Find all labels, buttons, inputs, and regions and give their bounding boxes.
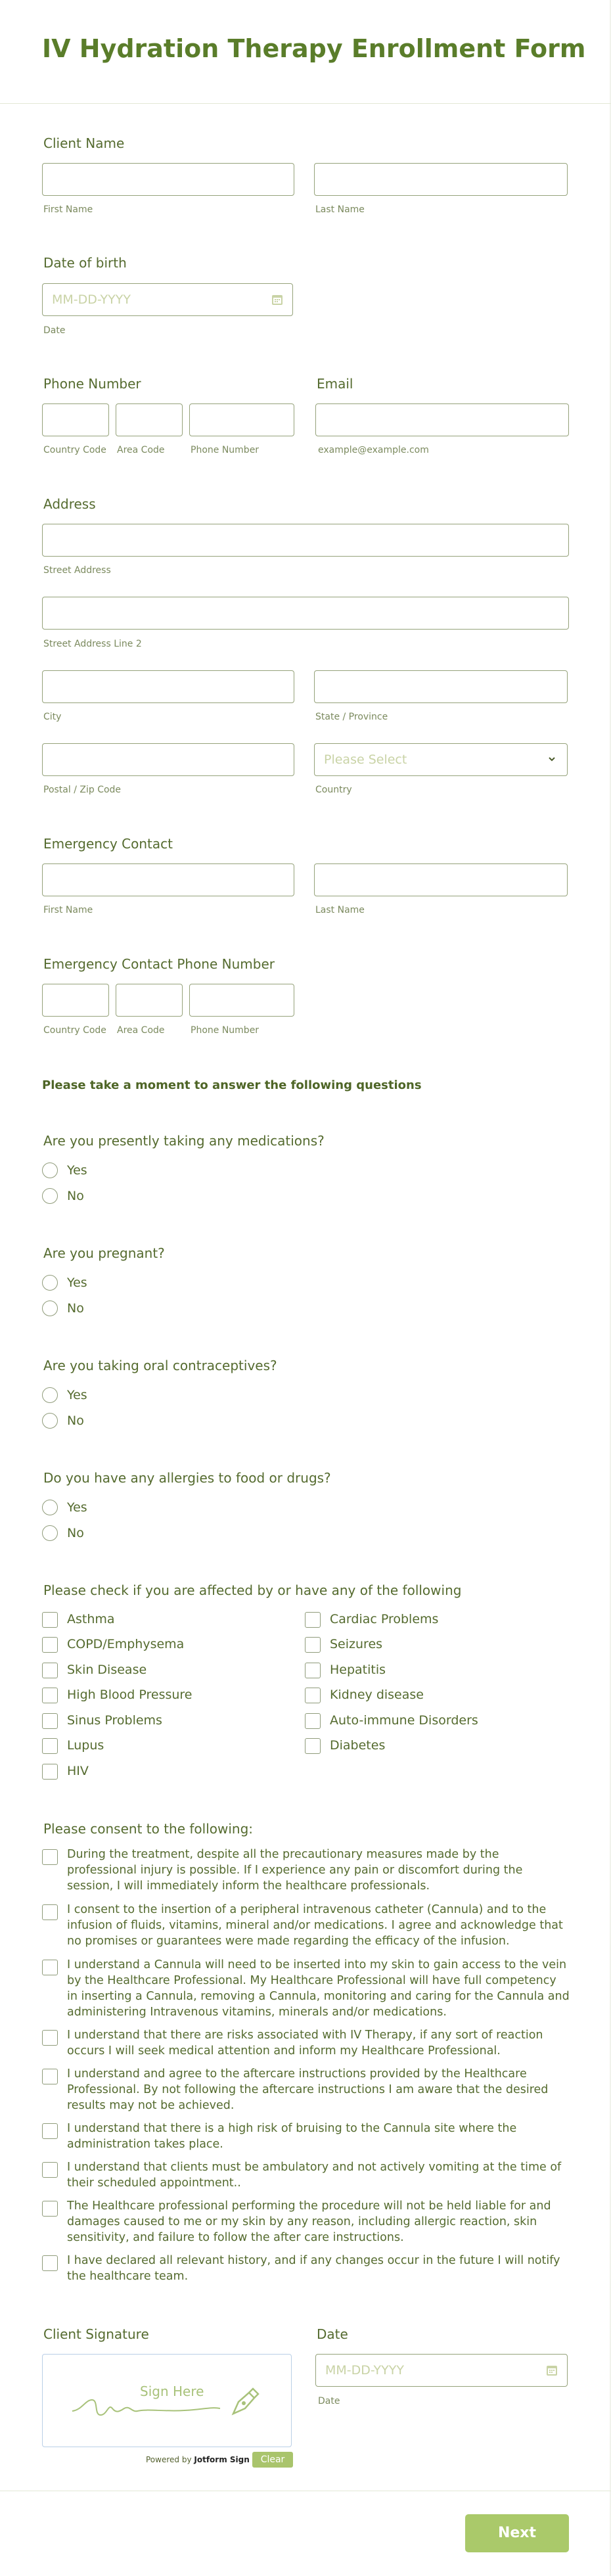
medications-no-label: No	[67, 1189, 84, 1203]
state-input[interactable]	[314, 670, 568, 703]
emergency-phone-label: Emergency Contact Phone Number	[43, 956, 275, 972]
dob-sublabel: Date	[43, 325, 66, 336]
postal-sublabel: Postal / Zip Code	[43, 785, 122, 795]
condition-checkbox[interactable]	[42, 1637, 58, 1653]
condition-checkbox[interactable]	[42, 1688, 58, 1703]
pregnant-no-label: No	[67, 1301, 84, 1316]
medications-yes-radio[interactable]	[42, 1162, 58, 1178]
powered-by: Powered by Jotform Sign	[146, 2455, 250, 2464]
condition-label: High Blood Pressure	[67, 1688, 192, 1702]
question-medications: Are you presently taking any medications?	[43, 1133, 325, 1149]
consent-checkbox[interactable]	[42, 2069, 58, 2084]
condition-label: Diabetes	[330, 1738, 386, 1753]
consent-checkbox[interactable]	[42, 2030, 58, 2046]
phone-label: Phone Number	[43, 376, 141, 392]
condition-checkbox[interactable]	[305, 1663, 321, 1678]
email-input[interactable]	[315, 403, 569, 436]
consent-text: I understand that there is a high risk of bruising to the Cannula site where the administration takes place.	[67, 2122, 517, 2151]
consent-text: I understand and agree to the aftercare instructions provided by the Healthcare Professional. By not following the aftercare instructions I am aware that the desired results may not be achieved.	[67, 2067, 549, 2112]
condition-label: Auto-immune Disorders	[330, 1713, 478, 1728]
email-sublabel: example@example.com	[318, 445, 429, 455]
condition-checkbox[interactable]	[305, 1637, 321, 1653]
country-select[interactable]	[314, 743, 568, 776]
state-sublabel: State / Province	[315, 712, 388, 722]
contraceptives-yes-label: Yes	[67, 1388, 87, 1402]
signature-pad[interactable]	[42, 2354, 292, 2447]
condition-checkbox[interactable]	[305, 1738, 321, 1754]
emergency-country-sublabel: Country Code	[43, 1025, 106, 1036]
condition-checkbox[interactable]	[305, 1688, 321, 1703]
condition-checkbox[interactable]	[42, 1764, 58, 1780]
emergency-last-name-input[interactable]	[314, 863, 568, 896]
first-name-sublabel: First Name	[43, 204, 93, 215]
contraceptives-no-radio[interactable]	[42, 1413, 58, 1429]
condition-label: Skin Disease	[67, 1663, 147, 1677]
clear-signature-button[interactable]: Clear	[252, 2452, 293, 2468]
condition-checkbox[interactable]	[42, 1713, 58, 1729]
phone-number-sublabel: Phone Number	[191, 445, 260, 455]
emergency-area-code-input[interactable]	[116, 984, 183, 1017]
allergies-yes-label: Yes	[67, 1500, 87, 1515]
form-title: IV Hydration Therapy Enrollment Form	[42, 34, 586, 63]
consent-checkbox[interactable]	[42, 2255, 58, 2271]
client-name-label: Client Name	[43, 135, 125, 151]
emergency-first-sublabel: First Name	[43, 905, 93, 915]
signature-placeholder: Sign Here	[140, 2383, 204, 2399]
chevron-down-icon	[547, 754, 556, 764]
condition-checkbox[interactable]	[42, 1738, 58, 1754]
emergency-phone-number-input[interactable]	[189, 984, 294, 1017]
sign-date-placeholder: MM-DD-YYYY	[325, 2363, 404, 2378]
dob-label: Date of birth	[43, 255, 127, 271]
consent-checkbox[interactable]	[42, 2162, 58, 2178]
form-header	[0, 0, 611, 104]
postal-code-input[interactable]	[42, 743, 294, 776]
street-address-input[interactable]	[42, 524, 569, 557]
consent-text: During the treatment, despite all the precautionary measures made by the professional injury is possible. If I experience any pain or discomfort during the session, I will immediately inform the healthcare professionals.	[67, 1848, 523, 1893]
consent-text: I have declared all relevant history, and if any changes occur in the future I will notify the healthcare team.	[67, 2254, 560, 2283]
emergency-last-sublabel: Last Name	[315, 905, 365, 915]
condition-label: Hepatitis	[330, 1663, 386, 1677]
consent-checkbox[interactable]	[42, 1904, 58, 1920]
consent-text: I consent to the insertion of a peripheral intravenous catheter (Cannula) and to the infusion of fluids, vitamins, mineral and/or medications. I agree and acknowledge that no promises or guarantees were made regarding the efficacy of the infusion.	[67, 1903, 563, 1948]
contraceptives-no-label: No	[67, 1414, 84, 1428]
condition-checkbox[interactable]	[42, 1612, 58, 1628]
condition-label: Asthma	[67, 1612, 115, 1626]
question-pregnant: Are you pregnant?	[43, 1245, 165, 1261]
country-placeholder: Please Select	[324, 752, 407, 767]
sign-date-sublabel: Date	[318, 2396, 340, 2406]
first-name-input[interactable]	[42, 163, 294, 196]
conditions-label: Please check if you are affected by or have any of the following	[43, 1582, 462, 1598]
last-name-input[interactable]	[314, 163, 568, 196]
condition-label: COPD/Emphysema	[67, 1637, 185, 1651]
emergency-number-sublabel: Phone Number	[191, 1025, 260, 1036]
allergies-yes-radio[interactable]	[42, 1500, 58, 1515]
pregnant-yes-radio[interactable]	[42, 1275, 58, 1291]
street-address-2-sublabel: Street Address Line 2	[43, 639, 142, 649]
phone-number-input[interactable]	[189, 403, 294, 436]
allergies-no-label: No	[67, 1526, 84, 1540]
consent-checkbox[interactable]	[42, 2201, 58, 2217]
dob-placeholder: MM-DD-YYYY	[52, 292, 131, 307]
medications-no-radio[interactable]	[42, 1188, 58, 1204]
contraceptives-yes-radio[interactable]	[42, 1387, 58, 1403]
condition-checkbox[interactable]	[305, 1713, 321, 1729]
signature-label: Client Signature	[43, 2326, 149, 2342]
consent-checkbox[interactable]	[42, 1849, 58, 1865]
next-button[interactable]: Next	[465, 2514, 569, 2552]
condition-label: Seizures	[330, 1637, 383, 1651]
medications-yes-label: Yes	[67, 1163, 87, 1178]
consent-checkbox[interactable]	[42, 2123, 58, 2139]
city-sublabel: City	[43, 712, 62, 722]
street-address-2-input[interactable]	[42, 597, 569, 630]
calendar-icon[interactable]	[546, 2364, 558, 2376]
consent-text: I understand that there are risks associated with IV Therapy, if any sort of reaction occurs I will seek medical attention and inform my Healthcare Professional.	[67, 2029, 543, 2058]
condition-checkbox[interactable]	[42, 1663, 58, 1678]
condition-label: Sinus Problems	[67, 1713, 162, 1728]
street-address-sublabel: Street Address	[43, 565, 111, 576]
consent-text: I understand a Cannula will need to be inserted into my skin to gain access to the vein by the Healthcare Professional. My Healthcare Professional will have full competency in inserting a Cannula, removing a Cannula, monitoring and caring for the Cannula and administering Intravenous vitamins, minerals and/or medications.	[67, 1958, 570, 2019]
email-label: Email	[317, 376, 353, 392]
questions-heading: Please take a moment to answer the following questions	[42, 1078, 422, 1092]
signature-scribble-icon	[69, 2383, 266, 2423]
emergency-area-sublabel: Area Code	[117, 1025, 165, 1036]
phone-area-code-input[interactable]	[116, 403, 183, 436]
consent-checkbox[interactable]	[42, 1960, 58, 1975]
emergency-country-code-input[interactable]	[42, 984, 109, 1017]
condition-label: Kidney disease	[330, 1688, 424, 1702]
last-name-sublabel: Last Name	[315, 204, 365, 215]
sign-date-input[interactable]	[315, 2354, 568, 2387]
city-input[interactable]	[42, 670, 294, 703]
dob-input[interactable]	[42, 283, 293, 316]
condition-label: Lupus	[67, 1738, 104, 1753]
sign-date-label: Date	[317, 2326, 348, 2342]
consent-label: Please consent to the following:	[43, 1821, 254, 1837]
phone-area-sublabel: Area Code	[117, 445, 165, 455]
phone-country-code-input[interactable]	[42, 403, 109, 436]
consent-text: The Healthcare professional performing the procedure will not be held liable for and damages caused to me or my skin by any reason, including allergic reaction, skin sensitivity, and failure to follow the after care instructions.	[67, 2199, 551, 2244]
question-allergies: Do you have any allergies to food or drugs?	[43, 1470, 331, 1486]
country-sublabel: Country	[315, 785, 352, 795]
emergency-contact-label: Emergency Contact	[43, 836, 173, 852]
calendar-icon[interactable]	[271, 294, 283, 306]
pregnant-yes-label: Yes	[67, 1276, 87, 1290]
question-contraceptives: Are you taking oral contraceptives?	[43, 1358, 277, 1373]
allergies-no-radio[interactable]	[42, 1525, 58, 1541]
address-label: Address	[43, 496, 96, 512]
condition-label: Cardiac Problems	[330, 1612, 439, 1626]
condition-checkbox[interactable]	[305, 1612, 321, 1628]
condition-label: HIV	[67, 1764, 89, 1778]
pregnant-no-radio[interactable]	[42, 1300, 58, 1316]
consent-text: I understand that clients must be ambulatory and not actively vomiting at the time of their scheduled appointment..	[67, 2161, 562, 2190]
phone-country-sublabel: Country Code	[43, 445, 106, 455]
emergency-first-name-input[interactable]	[42, 863, 294, 896]
